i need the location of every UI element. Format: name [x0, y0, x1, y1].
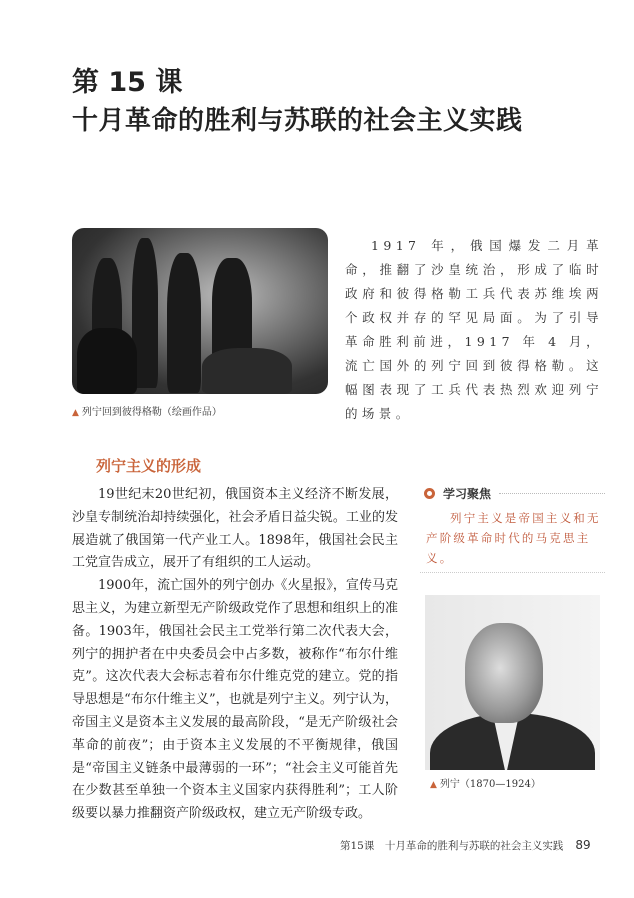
triangle-marker-icon: ▲	[72, 408, 79, 418]
focus-text: 列宁主义是帝国主义和无产阶级革命时代的马克思主义。	[420, 508, 605, 573]
divider	[499, 493, 605, 494]
portrait-caption-text: 列宁（1870—1924）	[439, 779, 541, 790]
page-number: 89	[575, 838, 591, 852]
lesson-title: 十月革命的胜利与苏联的社会主义实践	[72, 106, 523, 136]
painting-caption-text: 列宁回到彼得格勒（绘画作品）	[81, 407, 222, 418]
lenin-portrait	[425, 595, 600, 770]
lenin-returns-painting	[72, 228, 328, 394]
focus-target-icon	[424, 488, 435, 499]
focus-title: 学习聚焦	[443, 487, 492, 501]
learning-focus-box	[420, 485, 605, 573]
body-paragraph: 1900年，流亡国外的列宁创办《火星报》，宣传马克思主义，为建立新型无产阶级政党作了思想和组织上的准备。1903年，俄国社会民主工党举行第二次代表大会，列宁的拥护者在中央委员会中占多数，被称作“布尔什维克”。这次代表大会标志着布尔什维克党的建立。党的指导思想是“布尔什维主义”，也就是列宁主义。列宁认为，帝国主义是资本主义发展的最高阶段，“是无产阶级社会革命的前夜”；由于资本主义发展的不平衡规律，俄国是“帝国主义链条中最薄弱的一环”；“社会主义可能首先在少数甚至单独一个资本主义国家内获得胜利”；工人阶级要以暴力推翻资产阶级政权，建立无产阶级专政。	[72, 578, 398, 822]
section-heading: 列宁主义的形成	[96, 457, 202, 475]
lesson-number: 第 15 课	[72, 67, 183, 98]
painting-caption	[72, 403, 222, 418]
triangle-marker-icon: ▲	[430, 780, 437, 790]
section-body	[72, 484, 398, 826]
running-title: 第15课 十月革命的胜利与苏联的社会主义实践	[340, 840, 564, 852]
body-paragraph: 19世纪末20世纪初，俄国资本主义经济不断发展，沙皇专制统治却持续强化，社会矛盾日益尖锐。工业的发展造就了俄国第一代产业工人。1898年，俄国社会民主工党宣告成立，展开了有组织的工人运动。	[72, 487, 398, 571]
portrait-caption	[430, 775, 541, 790]
page-footer	[340, 838, 591, 853]
painting-description: 1917 年，俄国爆发二月革命，推翻了沙皇统治，形成了临时政府和彼得格勒工兵代表苏维埃两个政权并存的罕见局面。为了引导革命胜利前进，1917 年 4 月，流亡国外的列宁回到彼得格勒。这幅图表现了工兵代表热烈欢迎列宁的场景。	[345, 238, 603, 421]
